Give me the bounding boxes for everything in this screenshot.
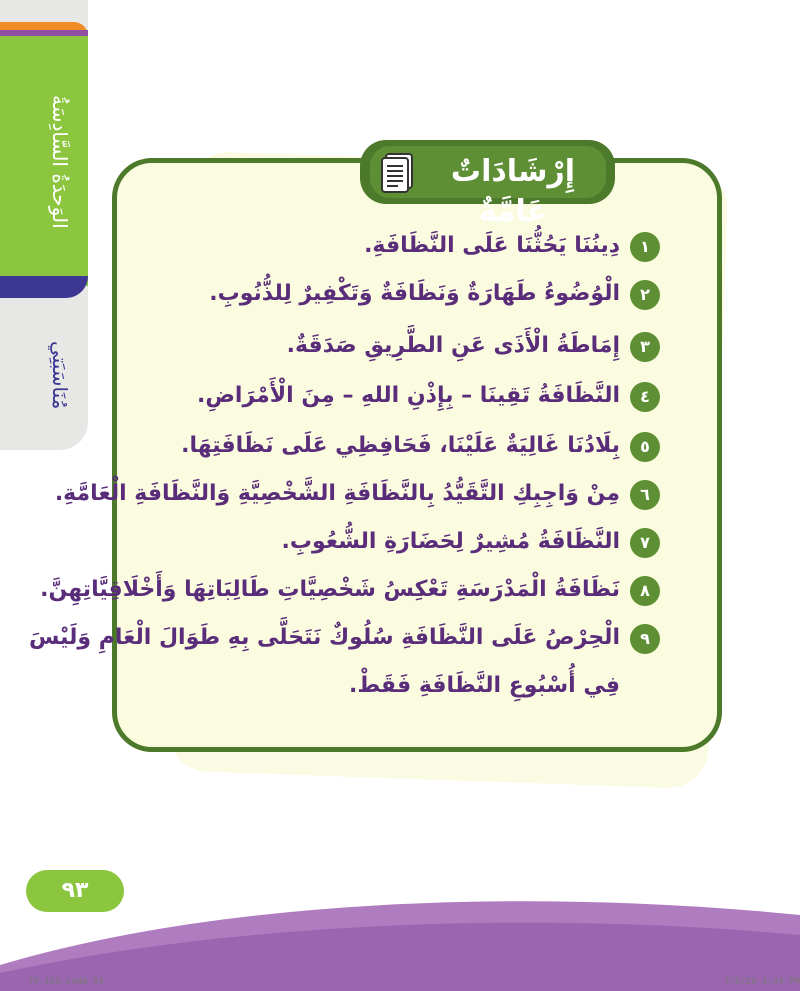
item-text: دِينُنَا يَحُثُّنَا عَلَى النَّظَافَةِ. bbox=[364, 233, 620, 258]
item-text: مِنْ وَاجِبِكِ التَّقَيُّدُ بِالنَّظَافَةِ الشَّخْصِيَّةِ وَالنَّظَافَةِ الْعَامَّةِ. bbox=[54, 481, 620, 506]
print-file-label: 79-105.indd 93 bbox=[28, 977, 104, 987]
item-number: ٤ bbox=[630, 382, 660, 412]
unit-title: الوَحدَةُ السَّادِسَةُ bbox=[48, 95, 72, 229]
item-number: ٢ bbox=[630, 280, 660, 310]
item-number: ٩ bbox=[630, 624, 660, 654]
document-icon bbox=[376, 150, 420, 194]
bottom-wave bbox=[0, 895, 800, 991]
item-text: النَّظَافَةُ مُشِيرٌ لِحَضَارَةِ الشُّعُوبِ. bbox=[281, 529, 620, 554]
list-item bbox=[130, 326, 660, 366]
list-item bbox=[130, 376, 660, 416]
item-number: ٥ bbox=[630, 432, 660, 462]
list-item bbox=[130, 426, 660, 466]
item-text: النَّظَافَةُ تَقِينَا – بِإِذْنِ اللهِ – مِنَ الْأَمْرَاضِ. bbox=[196, 383, 620, 408]
item-text-continued: فِي أُسْبُوعِ النَّظَافَةِ فَقَطْ. bbox=[349, 673, 620, 698]
item-number: ٦ bbox=[630, 480, 660, 510]
item-text: إِمَاطَةُ الْأَذَى عَنِ الطَّرِيقِ صَدَقَةٌ. bbox=[286, 333, 620, 358]
item-number: ٣ bbox=[630, 332, 660, 362]
lesson-title: مُنَاسَبَتِي bbox=[48, 340, 72, 410]
page-number: ٩٣ bbox=[26, 870, 124, 912]
item-number: ١ bbox=[630, 232, 660, 262]
list-item bbox=[130, 274, 660, 314]
panel-title: إِرْشَادَاتٌ عَامَّةٌ bbox=[450, 154, 576, 229]
list-item bbox=[130, 226, 660, 266]
list-item bbox=[40, 570, 660, 610]
list-item bbox=[130, 522, 660, 562]
item-text: نَظَافَةُ الْمَدْرَسَةِ تَعْكِسُ شَخْصِيَّاتِ طَالِبَاتِهَا وَأَخْلَاقِيَّاتِهِنَّ. bbox=[40, 577, 620, 602]
item-text: بِلَادُنَا غَالِيَةٌ عَلَيْنَا، فَحَافِظِي عَلَى نَظَافَتِهَا. bbox=[181, 433, 620, 458]
item-text: الْوُضُوءُ طَهَارَةٌ وَنَظَافَةٌ وَتَكْفِيرٌ لِلذُّنُوبِ. bbox=[209, 281, 620, 306]
side-tab-purple-band bbox=[0, 276, 88, 298]
list-item bbox=[29, 618, 660, 708]
item-text: الْحِرْصُ عَلَى النَّظَافَةِ سُلُوكٌ نَتَحَلَّى بِهِ طَوَالَ الْعَامِ وَلَيْسَ bbox=[29, 625, 620, 650]
item-number: ٨ bbox=[630, 576, 660, 606]
item-number: ٧ bbox=[630, 528, 660, 558]
list-item bbox=[54, 474, 660, 514]
print-date-label: 7/5/20 4:39 PM bbox=[724, 977, 800, 987]
